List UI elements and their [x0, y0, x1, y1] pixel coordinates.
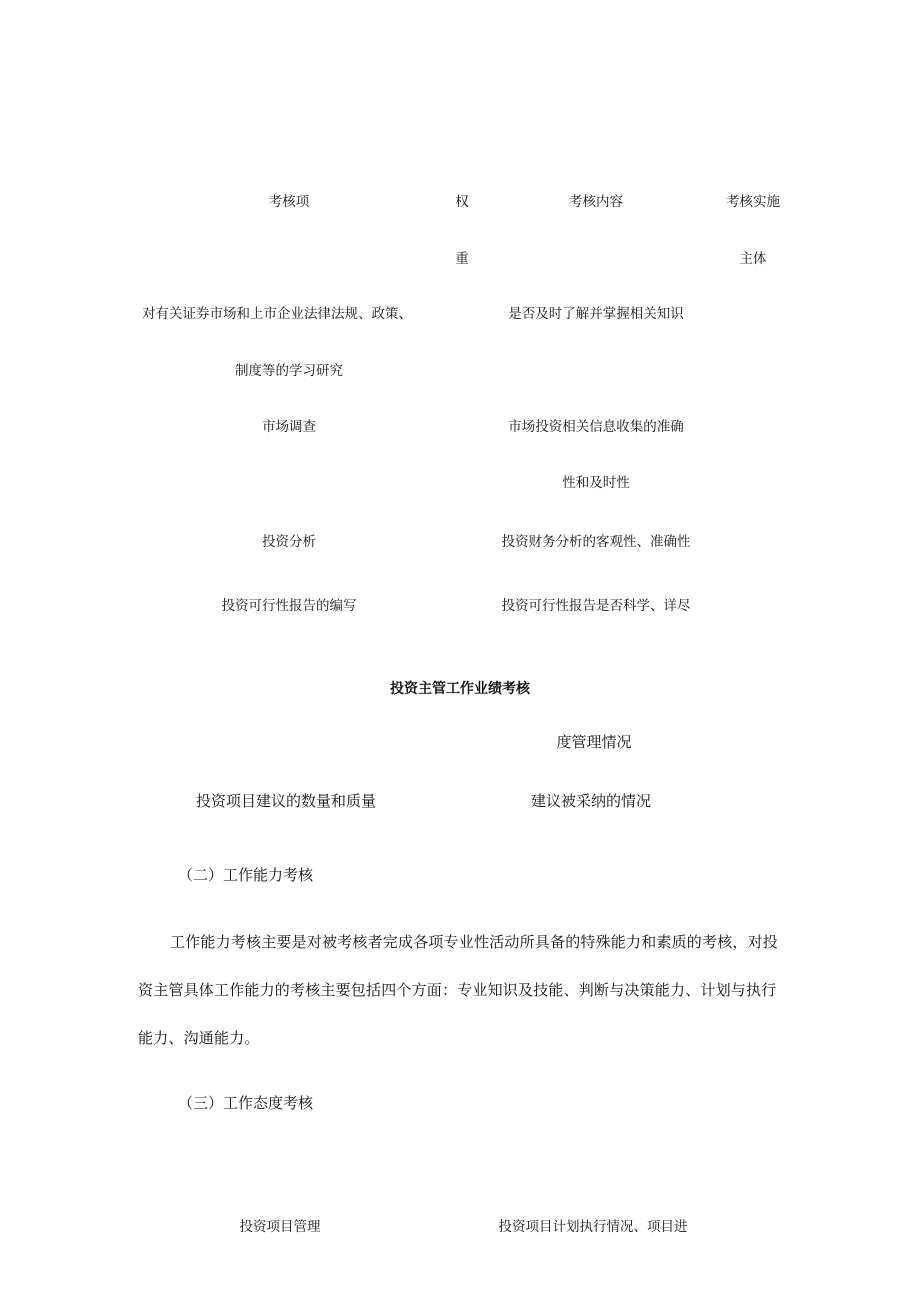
table-row-4-content: 投资可行性报告是否科学、详尽 — [501, 598, 691, 614]
work-ability-paragraph: 工作能力考核主要是对被考核者完成各项专业性活动所具备的特殊能力和素质的考核，对投资主管具体工作能力的考核主要包括四个方面：专业知识及技能、判断与决策能力、计划与执行能力、沟通能力。 — [138, 933, 779, 1047]
table-row-2-content-line2: 性和及时性 — [562, 475, 630, 491]
header-subject-line2: 主体 — [739, 251, 767, 267]
section-heading-work-attitude: （三）工作态度考核 — [178, 1094, 314, 1112]
table-row-1-item-line2: 制度等的学习研究 — [235, 363, 343, 379]
header-weight-line2: 重 — [455, 251, 469, 267]
table-row-3-item: 投资分析 — [262, 534, 316, 550]
header-weight-line1: 权 — [455, 194, 469, 210]
bottom-row-0-content: 投资项目计划执行情况、项目进 — [498, 1219, 688, 1235]
table-row-3-content: 投资财务分析的客观性、准确性 — [501, 534, 691, 550]
table-row-1-content: 是否及时了解并掌握相关知识 — [508, 306, 684, 322]
mid-row-1-content: 建议被采纳的情况 — [530, 792, 652, 810]
table-row-2-content-line1: 市场投资相关信息收集的准确 — [508, 419, 684, 435]
table-caption: 投资主管工作业绩考核 — [390, 681, 530, 697]
mid-row-1-item: 投资项目建议的数量和质量 — [195, 792, 377, 810]
header-content: 考核内容 — [569, 194, 623, 210]
table-row-4-item: 投资可行性报告的编写 — [221, 598, 357, 614]
bottom-row-0-item: 投资项目管理 — [239, 1219, 321, 1235]
section-heading-work-ability: （二）工作能力考核 — [178, 866, 314, 884]
table-row-2-item: 市场调查 — [262, 419, 316, 435]
header-subject-line1: 考核实施 — [726, 194, 780, 210]
table-row-1-item-line1: 对有关证券市场和上市企业法律法规、政策、 — [142, 306, 412, 322]
mid-row-0-content: 度管理情况 — [556, 733, 632, 751]
header-item: 考核项 — [268, 194, 310, 210]
